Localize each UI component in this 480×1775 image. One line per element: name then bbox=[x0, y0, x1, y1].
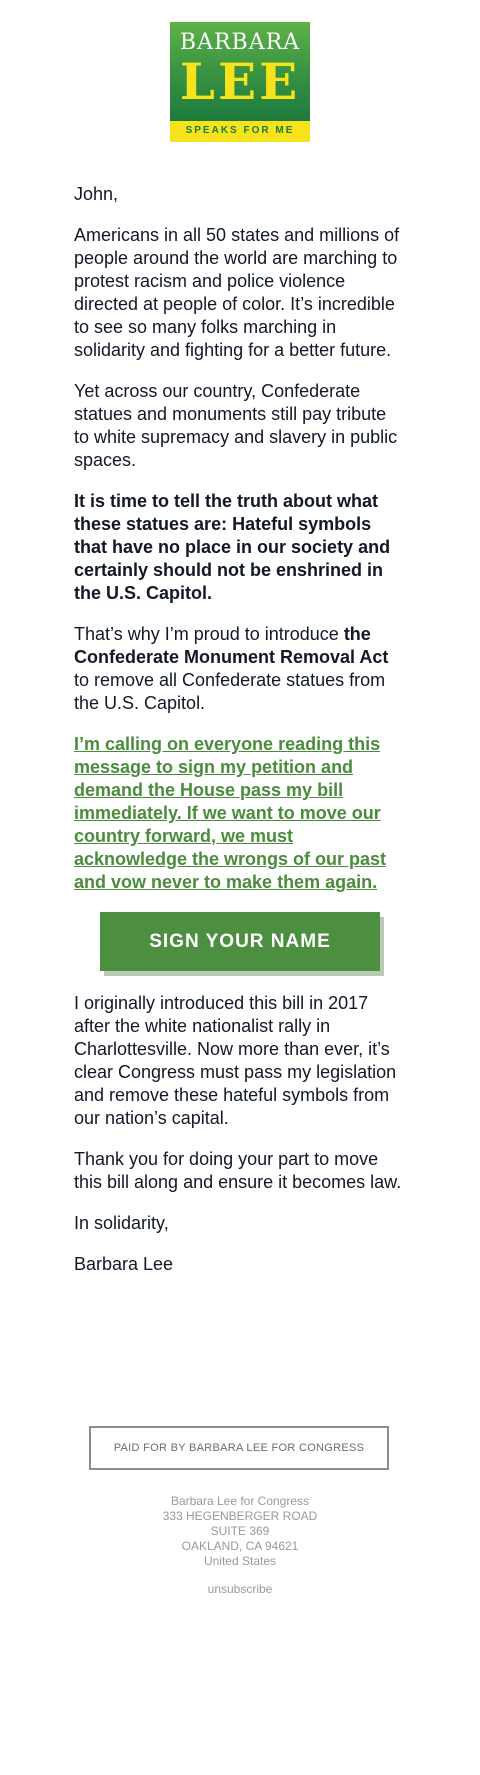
greeting: John, bbox=[74, 184, 119, 204]
email-body bbox=[74, 183, 406, 1294]
footer-suite: SUITE 369 bbox=[210, 1524, 270, 1538]
campaign-logo bbox=[170, 22, 310, 142]
footer-address bbox=[0, 1494, 480, 1569]
paragraph-4-end: to remove all Confederate statues from the U.S. Capitol. bbox=[74, 670, 386, 713]
closing: In solidarity, bbox=[74, 1213, 169, 1233]
paragraph-1: Americans in all 50 states and millions of people around the world are marching to protest racism and police violence directed at people of color. It’s incredible to see so many folks marching in solidarity and fighting for a better future. bbox=[74, 225, 400, 360]
paragraph-5: I originally introduced this bill in 2017 after the white nationalist rally in Charlottesville. Now more than ever, it’s clear Congress must pass my legislation and remove these hateful symbols from our nation’s capital. bbox=[74, 993, 397, 1128]
paragraph-4-start: That’s why I’m proud to introduce bbox=[74, 624, 344, 644]
signature: Barbara Lee bbox=[74, 1254, 174, 1274]
logo-yellow-band bbox=[170, 121, 310, 142]
footer-org: Barbara Lee for Congress bbox=[170, 1494, 310, 1508]
paragraph-2: Yet across our country, Confederate statues and monuments still pay tribute to white supremacy and slavery in public spaces. bbox=[74, 381, 398, 470]
logo-tagline: SPEAKS FOR ME bbox=[185, 125, 295, 136]
footer-street: 333 HEGENBERGER ROAD bbox=[162, 1509, 318, 1523]
cta-paragraph bbox=[74, 733, 406, 894]
unsubscribe-link[interactable]: unsubscribe bbox=[207, 1582, 273, 1596]
sign-your-name-button[interactable]: SIGN YOUR NAME bbox=[100, 912, 380, 971]
bill-name: the Confederate Monument Removal Act bbox=[74, 624, 389, 667]
paragraph-3-bold bbox=[74, 490, 406, 605]
paragraph-6: Thank you for doing your part to move this bill along and ensure it becomes law. bbox=[74, 1149, 402, 1192]
bold-statement: It is time to tell the truth about what these statues are: Hateful symbols that have no place in our society and certainly should not be enshrined in the U.S. Capitol. bbox=[74, 491, 391, 603]
logo-first-name: BARBARA bbox=[179, 30, 301, 55]
paragraph-4 bbox=[74, 623, 406, 715]
footer-city: OAKLAND, CA 94621 bbox=[181, 1539, 299, 1553]
logo-green-panel bbox=[170, 22, 310, 121]
footer-country: United States bbox=[203, 1554, 277, 1568]
logo-last-name: LEE bbox=[179, 52, 301, 111]
petition-link[interactable]: I’m calling on everyone reading this message to sign my petition and demand the House pass my bill immediately. If we want to move our country forward, we must acknowledge the wrongs of our past and vow never to make them again. bbox=[74, 734, 387, 892]
button-row bbox=[74, 912, 406, 974]
paid-for-disclaimer: PAID FOR BY BARBARA LEE FOR CONGRESS bbox=[89, 1426, 389, 1470]
